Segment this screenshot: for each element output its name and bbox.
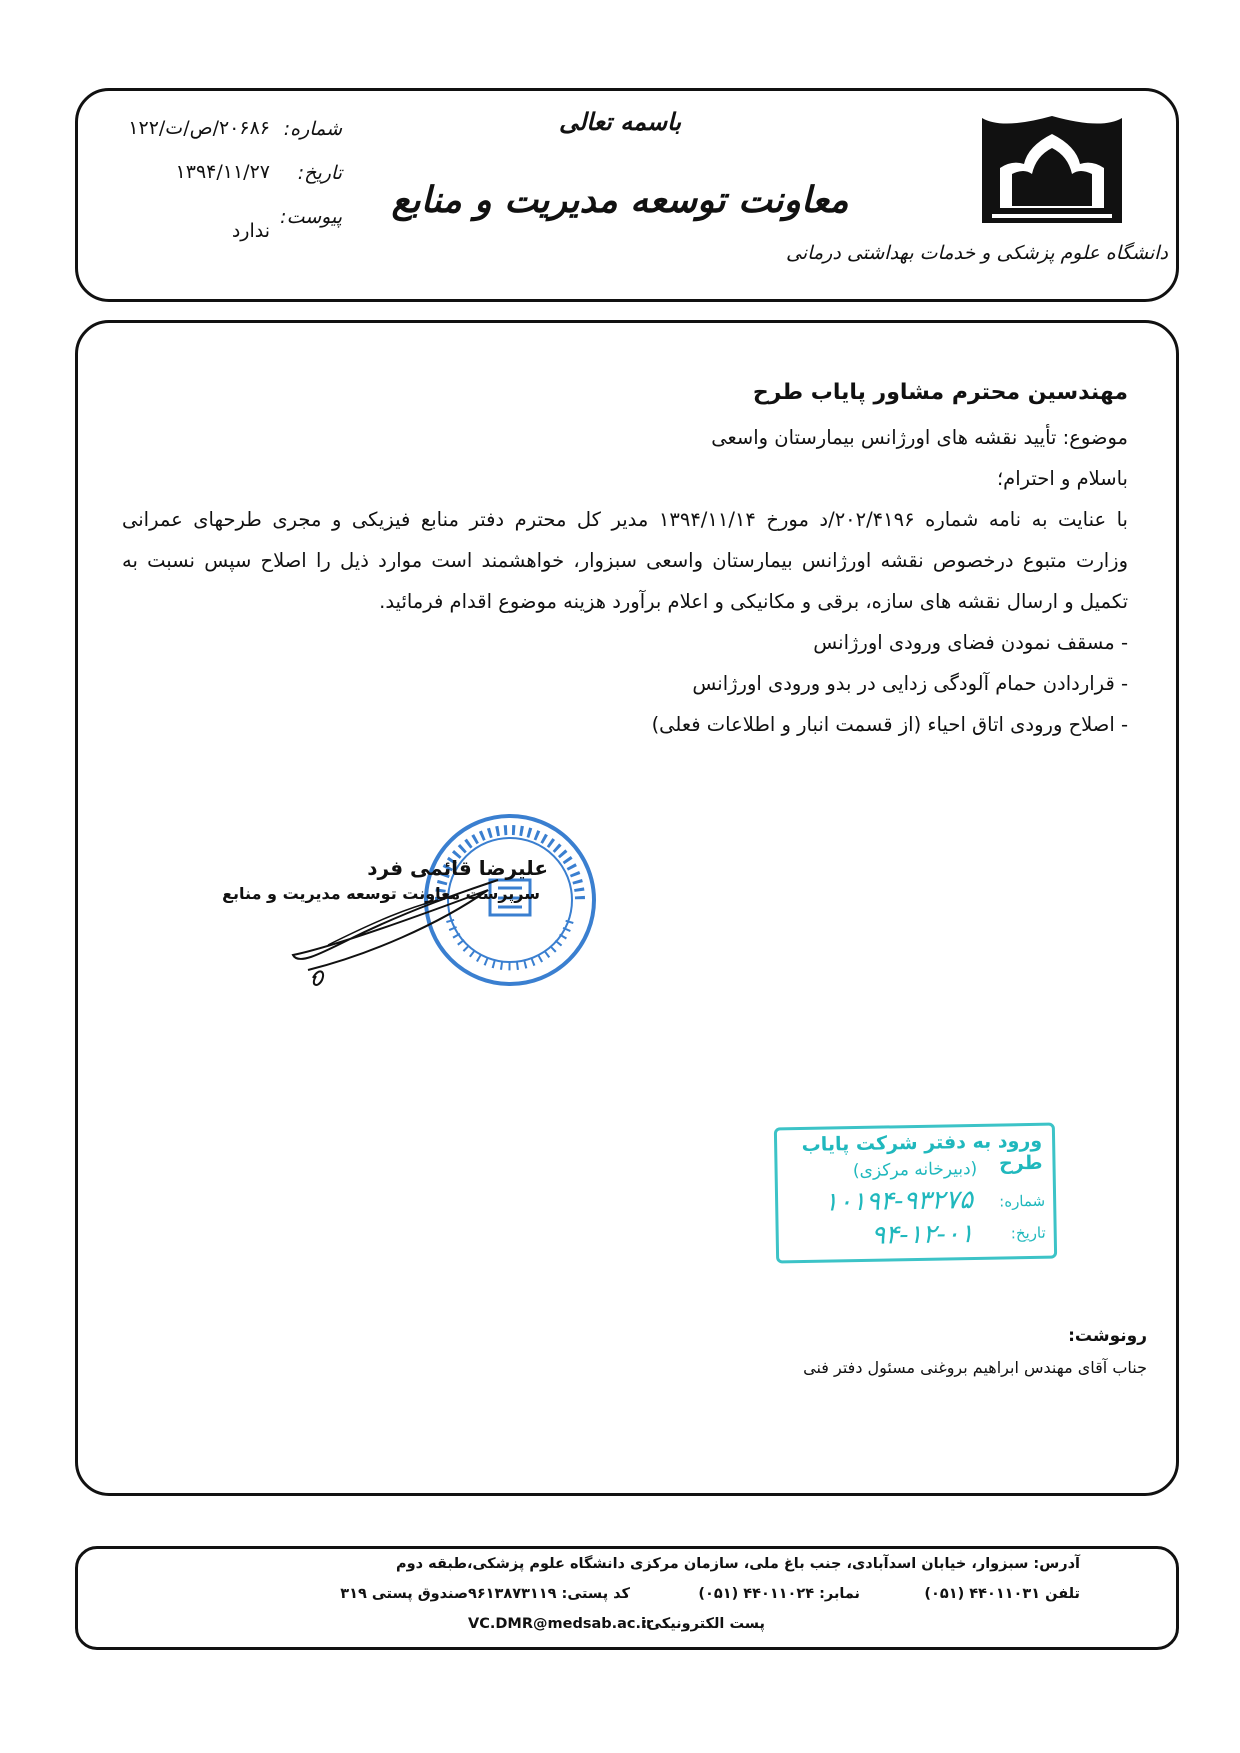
signer-title: سرپرست معاونت توسعه مدیریت و منابع	[222, 884, 540, 903]
footer-address: آدرس: سبزوار، خیابان اسدآبادی، جنب باغ ملی، سازمان مرکزی دانشگاه علوم پزشکی،طبقه دوم	[396, 1556, 1080, 1572]
footer-email: VC.DMR@medsab.ac.ir	[468, 1616, 654, 1632]
entry-stamp-number-label: شماره:	[999, 1191, 1046, 1211]
attachment-value: ندارد	[231, 220, 270, 242]
entry-stamp-number-value: ۱۰۱۹۴-۹۳۲۷۵	[823, 1184, 974, 1218]
number-value: ۲۰۶۸۶/ص/ت/۱۲۲	[128, 117, 270, 139]
letter-content	[122, 372, 1128, 745]
entry-stamp-subtitle: (دبیرخانه مرکزی)	[852, 1158, 978, 1182]
greeting: باسلام و احترام؛	[996, 467, 1128, 490]
department-title: معاونت توسعه مدیریت و منابع	[391, 180, 849, 221]
number-label: شماره:	[283, 118, 342, 140]
list-item: - قراردادن حمام آلودگی زدایی در بدو ورودی اورژانس	[692, 672, 1128, 695]
entry-stamp-date-value: ۹۴-۱۲-۰۱	[870, 1218, 974, 1251]
subject: موضوع: تأیید نقشه های اورژانس بیمارستان واسعی	[711, 426, 1128, 449]
entry-stamp	[774, 1123, 1057, 1264]
footer-phone: تلفن ۴۴۰۱۱۰۳۱ (۰۵۱)	[924, 1586, 1080, 1602]
footer-email-label: پست الکترونیکی:	[641, 1616, 765, 1632]
paragraph-line: با عنایت به نامه شماره ۲۰۲/۴۱۹۶/د مورخ ۱۳۹۴/۱۱/۱۴ مدیر کل محترم دفتر منابع فیزیکی و مجری طرحهای عمرانی	[122, 508, 1128, 531]
paragraph-line: تکمیل و ارسال نقشه های سازه، برقی و مکانیکی و اعلام برآورد هزینه موضوع اقدام فرمائید.	[379, 590, 1128, 613]
list-item: - اصلاح ورودی اتاق احیاء (از قسمت انبار و اطلاعات فعلی)	[651, 713, 1128, 736]
signer-name: علیرضا قائمی فرد	[367, 856, 548, 880]
footer-postal: کد پستی: ۹۶۱۳۸۷۳۱۱۹صندوق پستی ۳۱۹	[340, 1586, 630, 1602]
university-name: دانشگاه علوم پزشکی و خدمات بهداشتی درمانی	[786, 242, 1168, 264]
date-label: تاریخ:	[297, 162, 342, 184]
date-value: ۱۳۹۴/۱۱/۲۷	[175, 161, 270, 183]
cc-label: رونوشت:	[1068, 1326, 1147, 1346]
entry-stamp-title: ورود به دفتر شرکت پایاب طرح	[801, 1129, 1043, 1175]
footer-fax: نمابر: ۴۴۰۱۱۰۲۴ (۰۵۱)	[698, 1586, 860, 1602]
attachment-label: پیوست:	[280, 206, 342, 228]
list-item: - مسقف نمودن فضای ورودی اورژانس	[813, 631, 1128, 654]
recipient: مهندسین محترم مشاور پایاب طرح	[752, 380, 1128, 405]
cc-text: جناب آقای مهندس ابراهیم بروغنی مسئول دفتر فنی	[803, 1358, 1147, 1377]
handwritten-signature-icon	[288, 860, 548, 990]
basmala: باسمه تعالی	[558, 108, 682, 136]
entry-stamp-date-label: تاریخ:	[1010, 1223, 1046, 1243]
paragraph-line: وزارت متبوع درخصوص نقشه اورژانس بیمارستان واسعی سبزوار، خواهشمند است موارد ذیل را اصلاح سپس نسبت به	[122, 549, 1128, 572]
